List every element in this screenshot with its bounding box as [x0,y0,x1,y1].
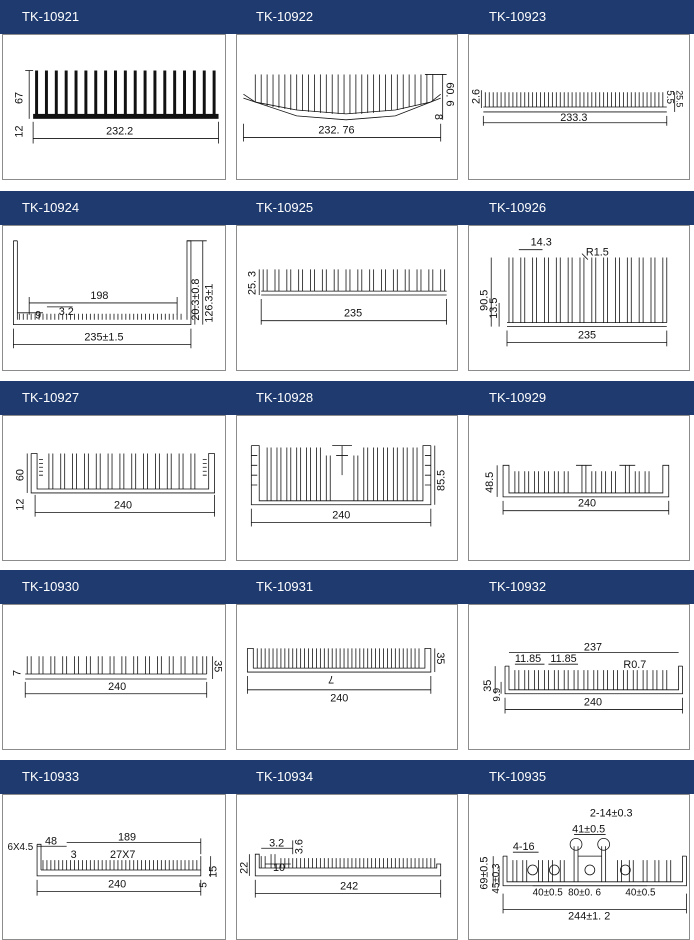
drawing-card [236,794,458,940]
dimension-label: 5 [198,882,210,888]
dimension-label: 90.5 [478,289,491,311]
dimension-label: 242 [340,880,359,893]
dimension-label: 60 [14,469,27,482]
drawing-card [2,415,226,561]
product-code: TK-10932 [489,579,547,594]
row-header-band [0,0,694,34]
dimension-label: 126.3±1 [203,283,216,323]
dimension-label: R1.5 [585,246,609,259]
dimension-label: 235 [344,307,363,320]
product-code: TK-10933 [22,769,80,784]
dimension-label: 22 [238,861,251,874]
dimension-label: 4-16 [512,841,535,854]
row-header-band [0,760,694,794]
dimension-label: 25.5 [674,90,685,108]
dimension-label: 20.3±0.8 [189,278,202,321]
dimension-label: 235 [578,329,597,342]
heatsink-profile-drawing [469,795,689,939]
heatsink-profile-drawing [3,795,225,939]
dimension-label: 198 [90,289,109,302]
drawing-card [468,604,690,750]
drawing-card [236,34,458,180]
heatsink-profile-drawing [3,35,225,179]
dimension-label: 10 [273,861,286,874]
dimension-label: 2.6 [470,88,483,105]
dimension-label: 67 [13,91,26,105]
dimension-label: 9.9 [492,687,504,702]
dimension-label: 240 [578,497,597,510]
dimension-label: 85.5 [435,469,448,491]
dimension-label: 45±0.3 [491,863,503,894]
heatsink-profile-drawing [237,795,457,939]
dimension-label: 6X4.5 [7,842,34,854]
dimension-label: 240 [583,696,603,709]
dimension-label: 14.3 [530,236,552,249]
dimension-label: R0.7 [623,659,647,672]
dimension-label: 244±1. 2 [568,910,611,923]
dimension-label: 240 [108,878,127,891]
drawing-card [468,794,690,940]
dimension-label: 240 [108,680,127,693]
drawing-card [2,604,226,750]
dimension-label: 235±1.5 [84,331,124,344]
dimension-label: 41±0.5 [572,823,606,836]
product-code: TK-10926 [489,200,547,215]
heatsink-profile-drawing [237,416,457,560]
drawing-card [236,415,458,561]
heatsink-profile-drawing [3,605,225,749]
dimension-label: 3.6 [293,839,306,855]
product-code: TK-10931 [256,579,314,594]
dimension-label: 13.5 [488,297,501,319]
dimension-label: 7 [11,669,24,677]
product-code: TK-10934 [256,769,314,784]
drawing-card [236,604,458,750]
dimension-label: 40±0.5 [532,887,563,899]
drawing-card [468,415,690,561]
product-code: TK-10925 [256,200,314,215]
drawing-card [468,34,690,180]
product-code: TK-10928 [256,390,314,405]
dimension-label: 80±0. 6 [568,887,601,899]
dimension-label: 27X7 [110,849,136,862]
dimension-label: 9 [35,309,42,322]
product-code: TK-10935 [489,769,547,784]
row-header-band [0,381,694,415]
dimension-label: 15 [207,865,220,878]
dimension-label: 240 [330,692,349,705]
row-header-band [0,191,694,225]
dimension-label: 233.3 [560,111,588,124]
product-code: TK-10923 [489,9,547,24]
drawing-card [468,225,690,371]
heatsink-profile-drawing [3,416,225,560]
dimension-label: 35 [482,679,495,692]
row-header-band [0,570,694,604]
product-code: TK-10927 [22,390,80,405]
dimension-label: 35 [211,660,224,673]
dimension-label: 11.85 [550,653,577,666]
product-code: TK-10921 [22,9,80,24]
heatsink-profile-drawing [469,35,689,179]
dimension-label: 3.2 [269,837,285,850]
drawing-card [236,225,458,371]
dimension-label: 35 [433,652,446,665]
heatsink-profile-drawing [237,605,457,749]
heatsink-profile-drawing [469,416,689,560]
drawing-card [2,34,226,180]
dimension-label: 8 [431,113,444,120]
product-code: TK-10930 [22,579,80,594]
dimension-label: 12 [13,125,26,138]
dimension-label: 48.5 [484,471,497,493]
dimension-label: 40±0.5 [625,887,656,899]
dimension-label: 48 [44,835,58,848]
product-code: TK-10924 [22,200,80,215]
dimension-label: 69±0.5 [478,856,491,890]
dimension-label: 232. 76 [318,124,355,137]
dimension-label: 237 [583,641,603,654]
drawing-card [2,794,226,940]
dimension-label: 3.2 [58,305,74,318]
product-code: TK-10929 [489,390,547,405]
heatsink-profile-drawing [469,226,689,370]
heatsink-profile-drawing [469,605,689,749]
dimension-label: 60. 6 [443,82,456,107]
dimension-label: 2-14±0.3 [589,807,633,820]
dimension-label: 12 [14,498,27,511]
dimension-label: 11.85 [514,653,542,666]
dimension-label: 189 [117,831,137,844]
dimension-label: 240 [114,499,133,512]
dimension-label: 240 [332,509,351,522]
heatsink-profile-drawing [237,35,457,179]
product-code: TK-10922 [256,9,314,24]
dimension-label: 5.5 [663,90,675,104]
heatsink-profile-drawing [237,226,457,370]
drawing-card [2,225,226,371]
dimension-label: 232.2 [106,125,134,138]
dimension-label: 7 [328,673,335,686]
heatsink-profile-drawing [3,226,225,370]
dimension-label: 25. 3 [246,270,259,296]
dimension-label: 3 [70,849,77,862]
